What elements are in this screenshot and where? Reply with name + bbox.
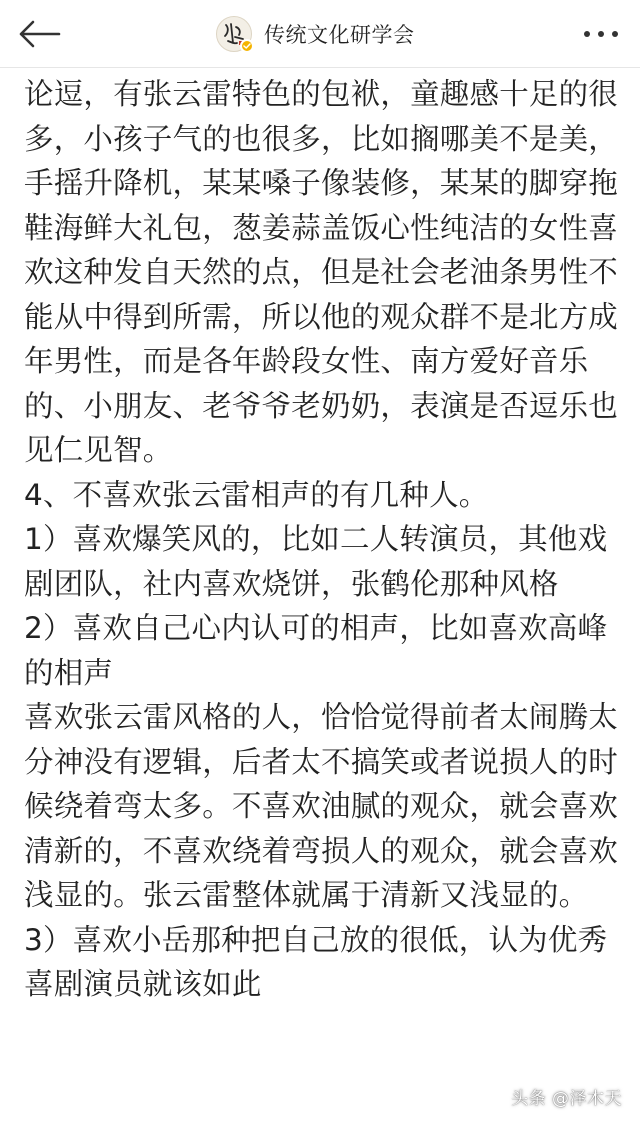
paragraph: 3）喜欢小岳那种把自己放的很低，认为优秀喜剧演员就该如此 xyxy=(24,922,608,1001)
article-body xyxy=(24,72,624,1007)
paragraph: 2）喜欢自己心内认可的相声，比如喜欢高峰的相声 xyxy=(24,611,608,690)
back-arrow-icon xyxy=(17,19,61,49)
account-name[interactable]: 传统文化研学会 xyxy=(264,23,415,47)
paragraph: 论逗，有张云雷特色的包袱，童趣感十足的很多，小孩子气的也很多，比如搁哪美不是美，手摇升降机，某某嗓子像装修，某某的脚穿拖鞋海鲜大礼包，葱姜蒜盖饭心性纯洁的女性喜欢这种发自天然的点，但是社会老油条男性不能从中得到所需，所以他的观众群不是北方成年男性，而是各年龄段女性、南方爱好音乐的、小朋友、老爷爷老奶奶，表演是否逗乐也见仁见智。 xyxy=(24,77,619,467)
more-options-button[interactable] xyxy=(576,12,626,56)
watermark: 头条 @泽木天 xyxy=(511,1089,622,1109)
back-button[interactable] xyxy=(14,12,64,56)
account-header[interactable] xyxy=(216,12,415,56)
verified-badge-icon xyxy=(240,39,254,53)
more-dots-icon xyxy=(581,29,621,39)
top-navigation-bar xyxy=(0,0,640,68)
paragraph: 1）喜欢爆笑风的，比如二人转演员，其他戏剧团队，社内喜欢烧饼，张鹤伦那种风格 xyxy=(24,522,608,601)
paragraph: 喜欢张云雷风格的人，恰恰觉得前者太闹腾太分神没有逻辑，后者太不搞笑或者说损人的时候绕着弯太多。不喜欢油腻的观众，就会喜欢清新的，不喜欢绕着弯损人的观众，就会喜欢浅显的。张云雷整体就属于清新又浅显的。 xyxy=(24,700,619,912)
avatar[interactable] xyxy=(216,16,252,52)
paragraph: 4、不喜欢张云雷相声的有几种人。 xyxy=(24,477,489,512)
